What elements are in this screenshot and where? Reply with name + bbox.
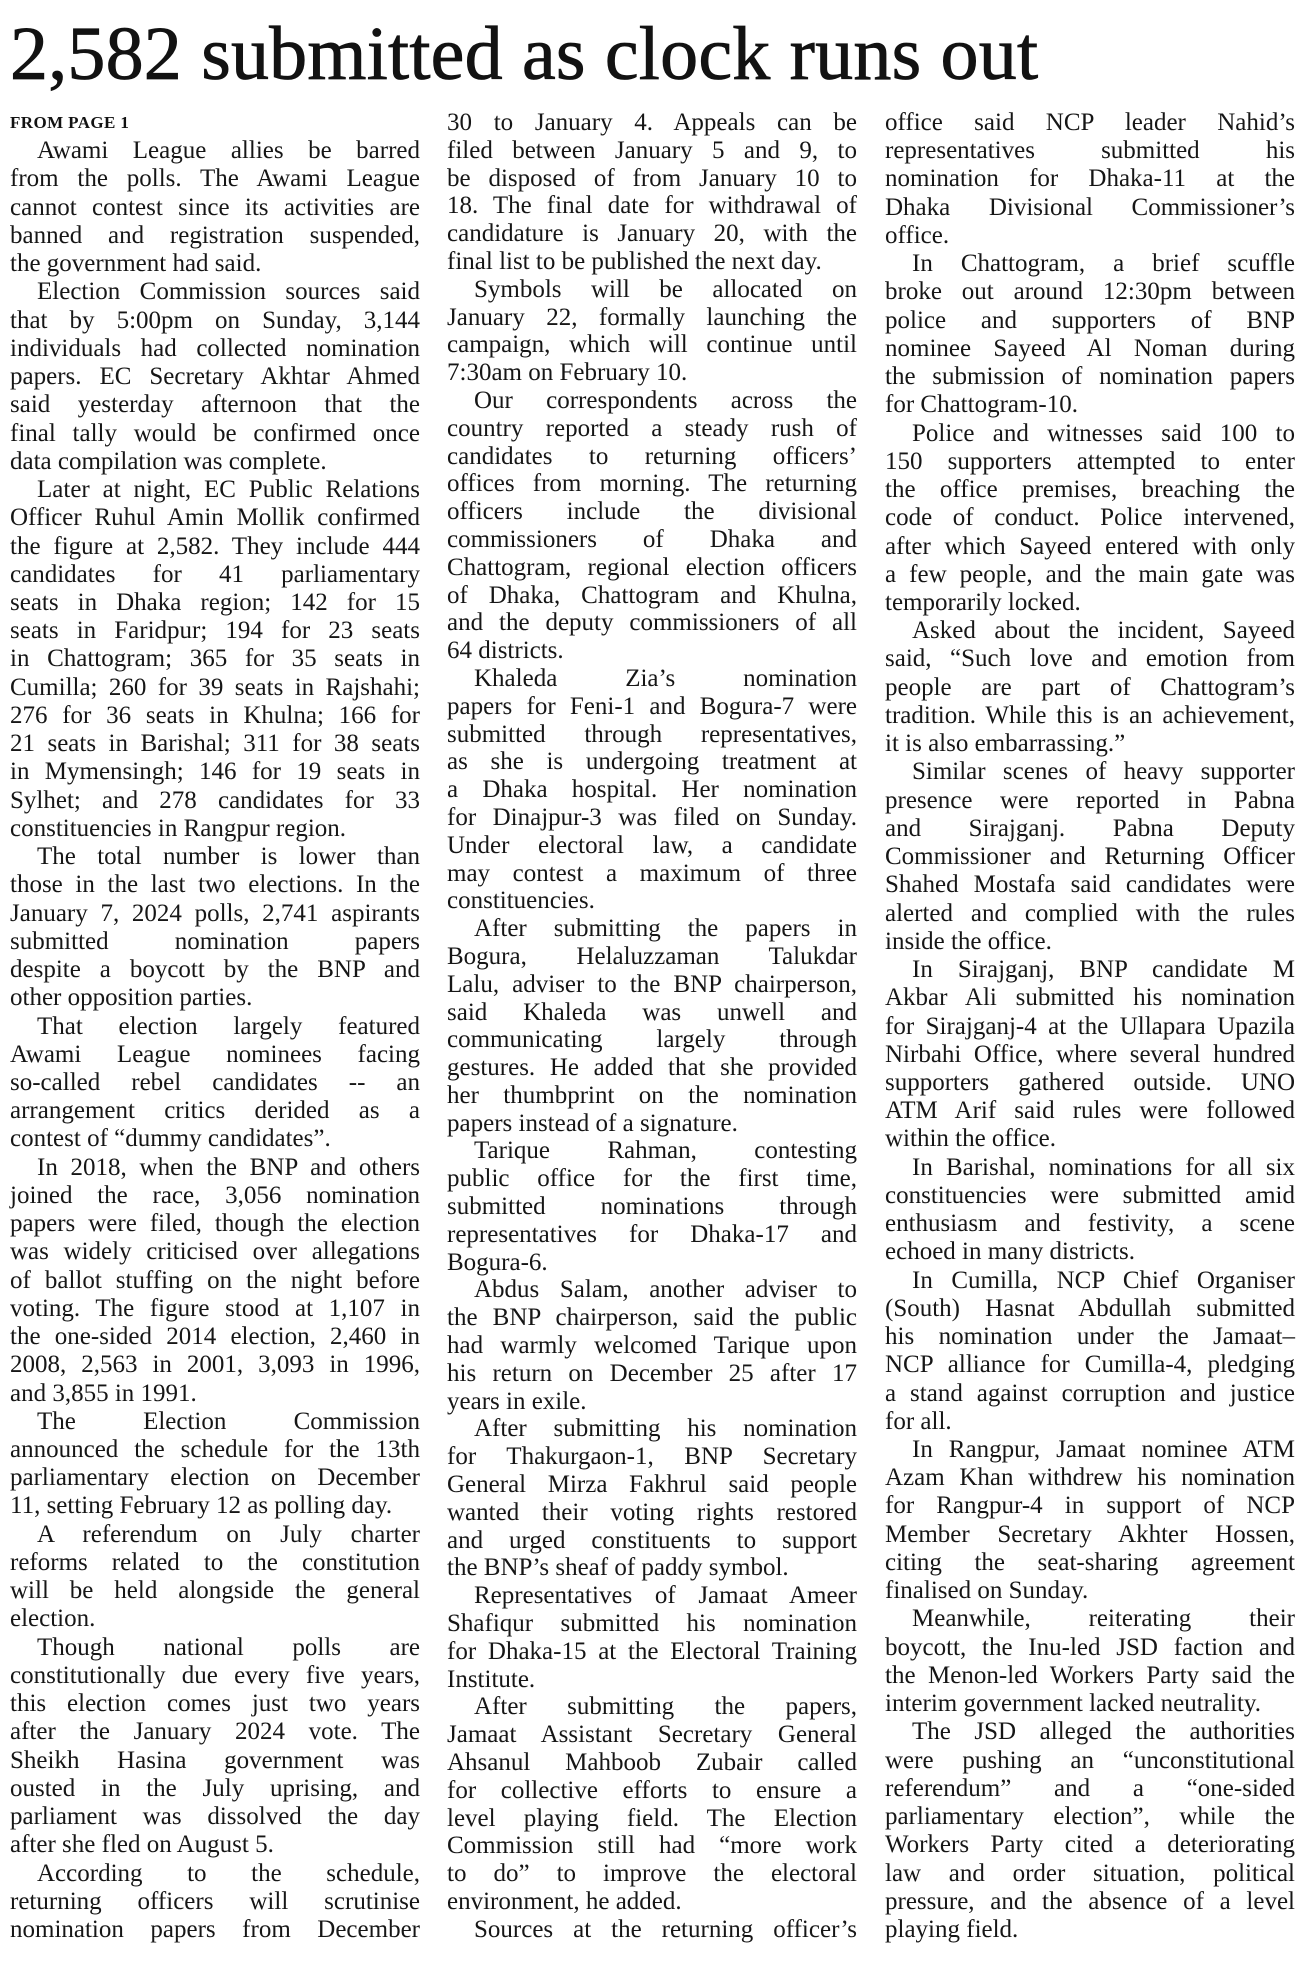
text-line: announced the schedule for the 13th xyxy=(10,1436,420,1464)
text-line: After submitting the papers in xyxy=(474,915,857,943)
text-line: Akbar Ali submitted his nomination xyxy=(885,984,1295,1012)
text-line: her thumbprint on the nomination xyxy=(447,1081,857,1109)
text-line: a Dhaka hospital. Her nomination xyxy=(447,776,857,804)
text-line: General Mirza Fakhrul said people xyxy=(447,1471,857,1499)
text-line: the office premises, breaching the xyxy=(885,476,1295,504)
text-line: the BNP chairperson, said the public xyxy=(447,1304,857,1332)
text-line: the submission of nomination papers xyxy=(885,363,1295,391)
text-line: In Chattogram, a brief scuffle xyxy=(912,250,1295,278)
text-line: will be held alongside the general xyxy=(10,1577,420,1605)
text-line: Election Commission sources said xyxy=(37,278,420,306)
text-line: may contest a maximum of three xyxy=(447,859,857,887)
text-line: papers were filed, though the election xyxy=(10,1210,420,1238)
text-line: January 7, 2024 polls, 2,741 aspirants xyxy=(10,899,420,927)
text-line: years in exile. xyxy=(447,1387,587,1415)
text-line: In Cumilla, NCP Chief Organiser xyxy=(912,1266,1295,1294)
text-line: and Sirajganj. Pabna Deputy xyxy=(885,814,1295,842)
text-line: Police and witnesses said 100 to xyxy=(912,419,1295,447)
text-line: Symbols will be allocated on xyxy=(474,275,857,303)
text-line: public office for the first time, xyxy=(447,1165,857,1193)
text-line: election. xyxy=(10,1605,96,1633)
text-line: pressure, and the absence of a level xyxy=(885,1887,1295,1915)
text-line: enthusiasm and festivity, a scene xyxy=(885,1210,1295,1238)
text-line: and 3,855 in 1991. xyxy=(10,1379,197,1407)
text-line: other opposition parties. xyxy=(10,984,253,1012)
text-line: Lalu, adviser to the BNP chairperson, xyxy=(447,970,857,998)
text-line: commissioners of Dhaka and xyxy=(447,525,857,553)
text-line: 150 supporters attempted to enter xyxy=(885,447,1295,475)
text-line: that by 5:00pm on Sunday, 3,144 xyxy=(10,306,420,334)
article-column-3 xyxy=(885,109,1295,1943)
text-line: seats in Dhaka region; 142 for 15 xyxy=(10,588,420,616)
text-line: alerted and complied with the rules xyxy=(885,899,1295,927)
text-line: Meanwhile, reiterating their xyxy=(912,1605,1295,1633)
text-line: had warmly welcomed Tarique upon xyxy=(447,1332,857,1360)
text-line: In Sirajganj, BNP candidate M xyxy=(912,956,1295,984)
text-line: environment, he added. xyxy=(447,1888,682,1915)
text-line: candidature is January 20, with the xyxy=(447,220,857,248)
text-line: be disposed of from January 10 to xyxy=(447,164,857,192)
text-line: 30 to January 4. Appeals can be xyxy=(447,109,857,136)
text-line: Though national polls are xyxy=(37,1633,420,1661)
text-line: nominee Sayeed Al Noman during xyxy=(885,334,1295,362)
text-line: individuals had collected nomination xyxy=(10,334,420,362)
text-line: final tally would be confirmed once xyxy=(10,419,420,447)
text-line: After submitting the papers, xyxy=(474,1693,857,1721)
text-line: Dhaka Divisional Commissioner’s xyxy=(885,193,1295,221)
text-line: Commissioner and Returning Officer xyxy=(885,843,1295,871)
text-line: The JSD alleged the authorities xyxy=(912,1718,1295,1746)
text-line: within the office. xyxy=(885,1125,1057,1153)
text-line: said Khaleda was unwell and xyxy=(447,998,857,1026)
text-line: cannot contest since its activities are xyxy=(10,193,420,221)
text-line: Officer Ruhul Amin Mollik confirmed xyxy=(10,504,420,532)
text-line: reforms related to the constitution xyxy=(10,1548,420,1576)
text-line: filed between January 5 and 9, to xyxy=(447,136,857,164)
text-line: inside the office. xyxy=(885,927,1052,955)
text-line: Shahed Mostafa said candidates were xyxy=(885,871,1295,899)
text-line: for Rangpur-4 in support of NCP xyxy=(885,1492,1295,1520)
text-line: In 2018, when the BNP and others xyxy=(37,1153,420,1181)
text-line: Sheikh Hasina government was xyxy=(10,1746,420,1774)
text-line: According to the schedule, xyxy=(37,1859,420,1887)
text-line: arrangement critics derided as a xyxy=(10,1097,420,1125)
text-line: papers for Feni-1 and Bogura-7 were xyxy=(447,692,857,720)
text-line: constituencies. xyxy=(447,887,595,915)
text-line: Member Secretary Akhter Hossen, xyxy=(885,1520,1295,1548)
text-line: as she is undergoing treatment at xyxy=(447,748,857,776)
text-line: submitted nomination papers xyxy=(10,927,420,955)
text-line: papers. EC Secretary Akhtar Ahmed xyxy=(10,363,420,391)
text-line: for Dinajpur-3 was filed on Sunday. xyxy=(447,803,857,831)
text-line: Under electoral law, a candidate xyxy=(447,831,857,859)
text-line: 276 for 36 seats in Khulna; 166 for xyxy=(10,701,420,729)
text-line: banned and registration suspended, xyxy=(10,221,420,249)
text-line: code of conduct. Police intervened, xyxy=(885,504,1295,532)
text-line: gestures. He added that she provided xyxy=(447,1054,857,1082)
text-line: Ahsanul Mahboob Zubair called xyxy=(447,1749,857,1777)
text-line: (South) Hasnat Abdullah submitted xyxy=(885,1294,1295,1322)
text-line: final list to be published the next day. xyxy=(447,247,822,275)
text-line: and urged constituents to support xyxy=(447,1526,857,1554)
text-line: Sources at the returning officer’s xyxy=(474,1915,857,1943)
text-line: Abdus Salam, another adviser to xyxy=(474,1276,857,1304)
text-line: this election comes just two years xyxy=(10,1690,420,1718)
text-line: 18. The final date for withdrawal of xyxy=(447,192,857,220)
text-line: The total number is lower than xyxy=(37,843,420,871)
text-line: Asked about the incident, Sayeed xyxy=(912,617,1295,645)
text-line: Our correspondents across the xyxy=(474,386,857,414)
text-line: Commission still had “more work xyxy=(447,1832,857,1860)
text-line: Shafiqur submitted his nomination xyxy=(447,1610,857,1638)
text-line: for Chattogram-10. xyxy=(885,391,1079,419)
article-column-2 xyxy=(447,109,857,1943)
text-line: country reported a steady rush of xyxy=(447,414,857,442)
text-line: Awami League allies be barred xyxy=(37,137,420,165)
text-line: to do” to improve the electoral xyxy=(447,1860,857,1888)
text-line: 64 districts. xyxy=(447,637,564,665)
text-line: so-called rebel candidates -- an xyxy=(10,1068,420,1096)
text-line: echoed in many districts. xyxy=(885,1238,1135,1266)
text-line: The Election Commission xyxy=(37,1407,420,1435)
text-line: for Dhaka-15 at the Electoral Training xyxy=(447,1637,857,1665)
text-line: In Rangpur, Jamaat nominee ATM xyxy=(912,1436,1295,1464)
text-line: That election largely featured xyxy=(37,1012,420,1040)
text-line: of Dhaka, Chattogram and Khulna, xyxy=(447,581,857,609)
text-line: playing field. xyxy=(885,1916,1019,1943)
article-column-1 xyxy=(10,109,420,1943)
text-line: data compilation was complete. xyxy=(10,447,327,475)
text-line: despite a boycott by the BNP and xyxy=(10,956,420,984)
text-line: was widely criticised over allegations xyxy=(10,1238,420,1266)
text-line: officers include the divisional xyxy=(447,498,857,526)
text-line: Khaleda Zia’s nomination xyxy=(474,664,857,692)
text-line: After submitting his nomination xyxy=(474,1415,857,1443)
text-line: A referendum on July charter xyxy=(37,1520,420,1548)
text-line: seats in Faridpur; 194 for 23 seats xyxy=(10,617,420,645)
text-line: the figure at 2,582. They include 444 xyxy=(10,532,420,560)
jump-label: FROM PAGE 1 xyxy=(10,113,130,132)
text-line: submitted nominations through xyxy=(447,1193,857,1221)
text-line: said yesterday afternoon that the xyxy=(10,391,420,419)
text-line: Institute. xyxy=(447,1665,536,1693)
text-line: joined the race, 3,056 nomination xyxy=(10,1181,420,1209)
text-line: Azam Khan withdrew his nomination xyxy=(885,1464,1295,1492)
text-line: police and supporters of BNP xyxy=(885,306,1295,334)
text-line: temporarily locked. xyxy=(885,588,1081,616)
text-line: Representatives of Jamaat Ameer xyxy=(474,1582,857,1610)
text-line: ATM Arif said rules were followed xyxy=(885,1097,1295,1125)
text-line: after she fled on August 5. xyxy=(10,1831,274,1859)
text-line: those in the last two elections. In the xyxy=(10,871,420,899)
text-line: for Sirajganj-4 at the Ullapara Upazila xyxy=(885,1012,1295,1040)
text-line: nomination papers from December xyxy=(10,1916,420,1943)
text-line: the Menon-led Workers Party said the xyxy=(885,1661,1295,1689)
text-line: in Mymensingh; 146 for 19 seats in xyxy=(10,758,420,786)
text-line: Nirbahi Office, where several hundred xyxy=(885,1040,1295,1068)
text-line: it is also embarrassing.” xyxy=(885,730,1126,758)
text-line: constitutionally due every five years, xyxy=(10,1661,420,1689)
text-line: constituencies in Rangpur region. xyxy=(10,814,347,842)
text-line: ousted in the July uprising, and xyxy=(10,1774,420,1802)
text-line: wanted their voting rights restored xyxy=(447,1498,857,1526)
text-line: submitted through representatives, xyxy=(447,720,857,748)
text-line: constituencies were submitted amid xyxy=(885,1181,1295,1209)
text-line: Workers Party cited a deteriorating xyxy=(885,1831,1295,1859)
text-line: Sylhet; and 278 candidates for 33 xyxy=(10,786,420,814)
text-line: presence were reported in Pabna xyxy=(885,786,1295,814)
text-line: after the January 2024 vote. The xyxy=(10,1718,420,1746)
text-line: the government had said. xyxy=(10,250,262,278)
text-line: Chattogram, regional election officers xyxy=(447,553,857,581)
text-line: the one-sided 2014 election, 2,460 in xyxy=(10,1323,420,1351)
text-line: a stand against corruption and justice xyxy=(885,1379,1295,1407)
text-line: nomination for Dhaka-11 at the xyxy=(885,165,1295,193)
text-line: communicating largely through xyxy=(447,1026,857,1054)
text-line: 21 seats in Barishal; 311 for 38 seats xyxy=(10,730,420,758)
text-line: Later at night, EC Public Relations xyxy=(37,476,420,504)
text-line: citing the seat-sharing agreement xyxy=(885,1548,1295,1576)
text-line: In Barishal, nominations for all six xyxy=(912,1153,1295,1181)
text-line: 11, setting February 12 as polling day. xyxy=(10,1492,393,1520)
text-line: Similar scenes of heavy supporter xyxy=(912,758,1295,786)
text-line: and the deputy commissioners of all xyxy=(447,609,857,637)
text-line: voting. The figure stood at 1,107 in xyxy=(10,1294,420,1322)
text-line: NCP alliance for Cumilla-4, pledging xyxy=(885,1351,1295,1379)
text-line: the BNP’s sheaf of paddy symbol. xyxy=(447,1554,789,1582)
text-line: were pushing an “unconstitutional xyxy=(885,1746,1295,1774)
text-line: January 22, formally launching the xyxy=(447,303,857,331)
text-line: candidates to returning officers’ xyxy=(447,442,857,470)
text-line: for all. xyxy=(885,1407,952,1435)
text-line: law and order situation, political xyxy=(885,1859,1295,1887)
text-line: Bogura, Helaluzzaman Talukdar xyxy=(447,942,857,970)
text-line: level playing field. The Election xyxy=(447,1804,857,1832)
text-line: papers instead of a signature. xyxy=(447,1109,738,1137)
text-line: finalised on Sunday. xyxy=(885,1577,1089,1605)
text-line: contest of “dummy candidates”. xyxy=(10,1125,331,1153)
headline: 2,582 submitted as clock runs out xyxy=(10,12,1039,96)
text-line: for Thakurgaon-1, BNP Secretary xyxy=(447,1443,857,1471)
text-line: Jamaat Assistant Secretary General xyxy=(447,1721,857,1749)
text-line: referendum” and a “one-sided xyxy=(885,1774,1295,1802)
text-line: a few people, and the main gate was xyxy=(885,560,1295,588)
text-line: parliament was dissolved the day xyxy=(10,1803,420,1831)
text-line: office said NCP leader Nahid’s xyxy=(885,109,1295,136)
text-line: office. xyxy=(885,221,950,249)
text-line: representatives submitted his xyxy=(885,137,1295,165)
text-line: representatives for Dhaka-17 and xyxy=(447,1220,857,1248)
text-line: his return on December 25 after 17 xyxy=(447,1359,857,1387)
text-line: parliamentary election on December xyxy=(10,1464,420,1492)
text-line: people are part of Chattogram’s xyxy=(885,673,1295,701)
text-line: interim government lacked neutrality. xyxy=(885,1690,1262,1718)
text-line: candidates for 41 parliamentary xyxy=(10,560,420,588)
text-line: returning officers will scrutinise xyxy=(10,1887,420,1915)
text-line: after which Sayeed entered with only xyxy=(885,532,1295,560)
text-line: from the polls. The Awami League xyxy=(10,165,420,193)
text-line: 7:30am on February 10. xyxy=(447,359,688,387)
text-line: tradition. While this is an achievement, xyxy=(885,701,1295,729)
text-line: Awami League nominees facing xyxy=(10,1040,420,1068)
text-line: Cumilla; 260 for 39 seats in Rajshahi; xyxy=(10,673,420,701)
text-line: his nomination under the Jamaat– xyxy=(885,1323,1295,1351)
text-line: parliamentary election”, while the xyxy=(885,1803,1295,1831)
text-line: offices from morning. The returning xyxy=(447,470,857,498)
text-line: of ballot stuffing on the night before xyxy=(10,1266,420,1294)
text-line: in Chattogram; 365 for 35 seats in xyxy=(10,645,420,673)
text-line: campaign, which will continue until xyxy=(447,331,857,359)
text-line: 2008, 2,563 in 2001, 3,093 in 1996, xyxy=(10,1351,420,1379)
text-line: Bogura-6. xyxy=(447,1248,548,1276)
text-line: for collective efforts to ensure a xyxy=(447,1776,857,1804)
text-line: broke out around 12:30pm between xyxy=(885,278,1295,306)
text-line: supporters gathered outside. UNO xyxy=(885,1068,1295,1096)
text-line: Tarique Rahman, contesting xyxy=(474,1137,857,1165)
text-line: boycott, the Inu-led JSD faction and xyxy=(885,1633,1295,1661)
text-line: said, “Such love and emotion from xyxy=(885,645,1295,673)
